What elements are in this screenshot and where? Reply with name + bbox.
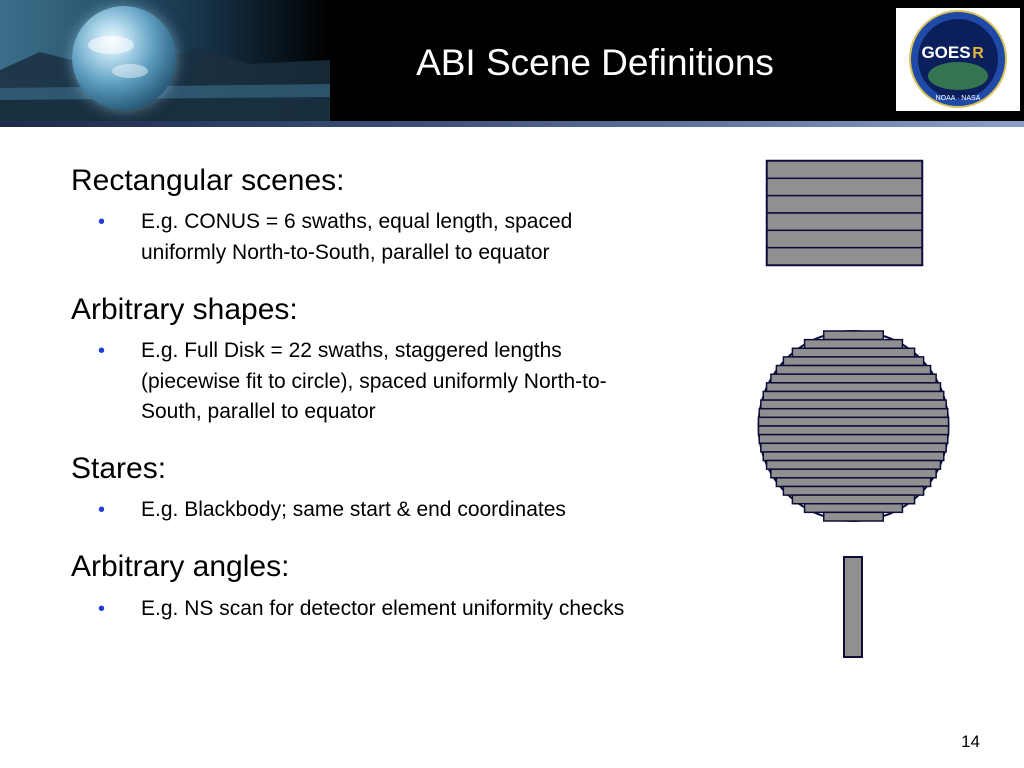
full-disk-swath [767,383,941,392]
full-disk-swath [805,340,903,349]
full-disk-swath [783,357,923,366]
conus-swath [767,178,922,195]
globe-cloud [88,36,134,54]
logo-subtext: NOAA · NASA [935,95,981,102]
header-photo-banner [0,0,330,121]
bullet-line: E.g. Blackbody; same start & end coordinates [141,498,566,521]
conus-swaths-diagram [767,161,922,265]
full-disk-swath [776,366,930,375]
slide-title: ABI Scene Definitions [416,42,774,83]
full-disk-swath [792,495,914,504]
bullet-marker: • [98,211,106,233]
full-disk-swath [771,469,936,478]
conus-swath [767,213,922,230]
full-disk-swath [792,348,914,357]
full-disk-swath [771,374,936,383]
section-heading-arbitrary-shapes: Arbitrary shapes: [71,293,298,326]
goes-r-logo [896,8,1020,111]
bullet-marker: • [98,499,106,521]
logo-suffix: R [972,45,984,62]
full-disk-swath [763,452,944,461]
full-disk-swath [761,443,946,452]
section-heading-rectangular: Rectangular scenes: [71,164,345,197]
full-disk-swath [783,486,923,495]
slide-header [0,0,1024,121]
section-heading-arbitrary-angles: Arbitrary angles: [71,550,290,583]
full-disk-swath [767,461,941,470]
bullet-line: uniformly North-to-South, parallel to equator [141,240,550,264]
section-heading-stares: Stares: [71,452,167,485]
logo-text: GOES [921,43,971,62]
bullet-marker: • [98,340,106,362]
full-disk-swath [824,331,883,340]
conus-swath [767,161,922,178]
full-disk-swath [759,409,947,418]
scene-diagrams [740,150,970,670]
bullet-line: E.g. NS scan for detector element uniformity checks [141,597,625,620]
full-disk-swath [776,478,930,487]
conus-swath [767,248,922,265]
page-number: 14 [961,732,980,751]
earth-globe-icon [72,6,176,110]
bullet-line: E.g. Full Disk = 22 swaths, staggered lengths [141,339,562,362]
full-disk-swath [824,512,883,521]
full-disk-swath [763,391,944,400]
full-disk-swath [805,504,903,513]
bullet-marker: • [98,598,106,620]
bullet-text-blackbody [141,495,761,526]
bullet-line: E.g. CONUS = 6 swaths, equal length, spaced [141,210,573,233]
globe-cloud [112,64,148,78]
full-disk-swath [758,426,948,435]
full-disk-swath [761,400,946,409]
ns-scan-swath [844,557,862,657]
conus-swath [767,196,922,213]
full-disk-swath [759,435,947,444]
goes-r-seal-icon [896,8,1020,111]
bullet-text-conus [141,207,761,268]
full-disk-swath [758,417,948,426]
header-divider [0,121,1024,127]
bullet-text-ns-scan [141,594,761,625]
conus-swath [767,230,922,247]
bullet-line: (piecewise fit to circle), spaced uniformly North-to- [141,369,607,393]
bullet-line: South, parallel to equator [141,400,376,423]
full-disk-swaths-diagram [758,331,948,521]
ns-scan-swath-diagram [844,557,862,657]
bullet-text-full-disk [141,336,761,428]
